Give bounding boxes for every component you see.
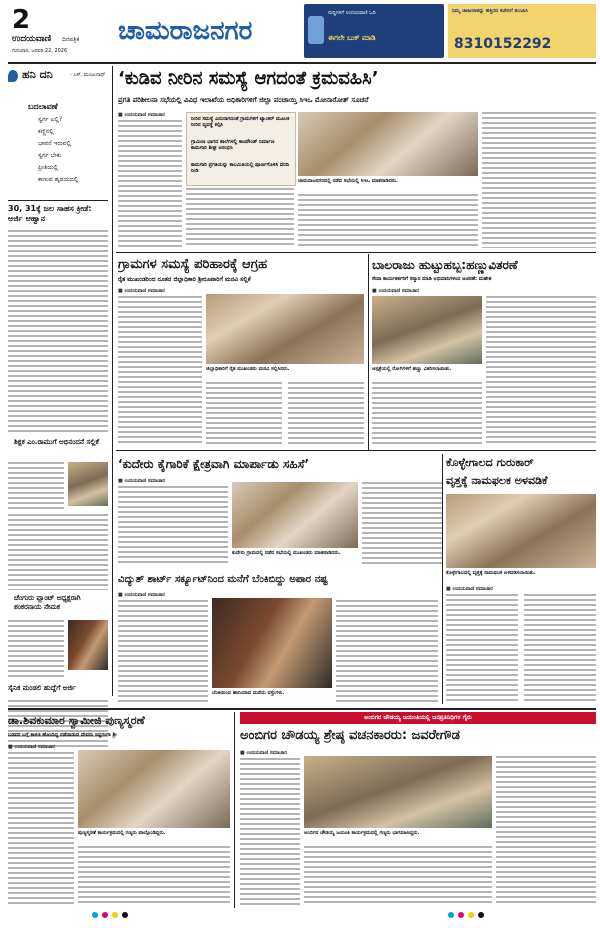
swamiji-subhead: ಬಡವರ ಬಗ್ಗೆ ಕಾಳಜಿ ಹೊಂದಿದ್ದ ನಡೆದಾಡುವ ದೇವರು ಸಿದ್ದಗಂಗಾ ಶ್ರೀ: [8, 732, 117, 738]
ambigar-body: [496, 756, 596, 906]
black-dot: [478, 912, 484, 918]
masthead: [0, 0, 600, 62]
column-rule: [368, 254, 369, 450]
swamiji-headline: ಡಾ.ಶಿವಕುಮಾರ ಸ್ವಾಮೀಜಿ ಪುಣ್ಯಸ್ಮರಣೆ: [8, 714, 145, 727]
balaraju-headline: ಬಾಲರಾಜು ಹುಟ್ಟುಹಬ್ಬ:ಹಣ್ಣುವಿತರಣೆ: [372, 258, 518, 272]
village-photo-caption: ಜಿಲ್ಲಾಧಿಕಾರಿಗೆ ರೈತ ಮುಖಂಡರು ಮನವಿ ಸಲ್ಲಿಸಿದರು.: [206, 366, 290, 372]
column-rule: [234, 712, 235, 908]
fire-photo: [212, 598, 332, 688]
balaraju-photo: [372, 296, 482, 364]
kuderu-body: [362, 482, 442, 566]
ad-banner-text: ಸುದ್ದಿಗಳಿಗೆ ಉದಯವಾಣಿ ಓದಿ: [328, 10, 376, 16]
yellow-dot: [468, 912, 474, 918]
ambigar-byline: ■ ಉದಯವಾಣಿ ಸಮಾಚಾರ: [240, 750, 287, 756]
ambigar-headline: ಅಂಬಿಗರ ಚೌಡಯ್ಯ ಶ್ರೇಷ್ಠ ವಚನಕಾರರು: ಜವರೇಗೌಡ: [240, 728, 460, 743]
ambigar-kicker-text: ಅಂಬಿಗರ ಚೌಡಯ್ಯ ಜಯಂತಿಯಲ್ಲಿ ಜನಪ್ರತಿನಿಧಿಗಳ ಗೈರು: [364, 714, 472, 721]
lead-headline: ‘ಕುಡಿವ ನೀರಿನ ಸಮಸ್ಯೆ ಆಗದಂತೆ ಕ್ರಮವಹಿಸಿ’: [118, 68, 379, 89]
ambigar-kicker: [240, 712, 596, 724]
poem-line: ಭಾವನೆ ಇರುವಲ್ಲಿ: [38, 140, 71, 147]
lead-body: [482, 112, 596, 248]
magenta-dot: [458, 912, 464, 918]
page-number: 2: [12, 6, 31, 34]
paper-name: ಉದಯವಾಣಿ: [12, 34, 52, 44]
swamiji-byline: ■ ಉದಯವಾಣಿ ಸಮಾಚಾರ: [8, 744, 55, 750]
poem-line: ಪ್ರೀತಿಯಲ್ಲಿ: [38, 164, 58, 171]
ambigar-photo-caption: ಅಂಬಿಗರ ಚೌಡಯ್ಯ ಜಯಂತಿ ಕಾರ್ಯಕ್ರಮದಲ್ಲಿ ಗಣ್ಯರು ಭಾಗವಹಿಸಿದ್ದರು.: [304, 830, 420, 836]
swamiji-body: [8, 752, 74, 906]
fire-headline: ವಿದ್ಯುತ್ ಶಾರ್ಟ್ ಸರ್ಕ್ಯೂಟ್‌ನಿಂದ ಮನೆಗೆ ಬೆಂಕಿಬಿದ್ದು ಅಪಾರ ನಷ್ಟ: [118, 574, 328, 585]
magenta-dot: [102, 912, 108, 918]
sidebar-divider: [8, 200, 108, 201]
kollegal-body: [524, 594, 596, 704]
lead-byline: ■ ಉದಯವಾಣಿ ಸಮಾಚಾರ: [118, 112, 165, 118]
lead-subhead: ಪ್ರಗತಿ ಪರಿಶೀಲನಾ ಸಭೆಯಲ್ಲಿ ವಿವಿಧ ಇಲಾಖೆಯ ಅಧಿಕಾರಿಗಳಿಗೆ ಜಿಲ್ಲಾ ಪಂಚಾಯ್ತಿ ಸಿಇಒ ಮೋನಾರೋತ್ ಸೂಚನೆ: [118, 96, 369, 104]
swamiji-body: [78, 846, 230, 906]
balaraju-photo-caption: ಆಸ್ಪತ್ರೆಯಲ್ಲಿ ರೋಗಿಗಳಿಗೆ ಹಣ್ಣು ವಿತರಿಸಲಾಯಿತು.: [372, 366, 452, 372]
village-body: [288, 382, 364, 446]
highlight-item: ಗ್ರಾಮೀಣ ಭಾಗದ ಶಾಲೆಗಳಲ್ಲಿ ಕಾಂಪೌಂಡ್ ನಿರ್ಮಾಣ ಕಾಮಗಾರಿ ಶೀಘ್ರ ಆರಂಭಿಸಿ: [191, 139, 275, 151]
ad-banner-contact[interactable]: [448, 4, 596, 58]
kollegal-photo: [446, 494, 596, 568]
sidebar-story-body: [8, 514, 108, 590]
fire-body: [118, 600, 208, 704]
lead-body: [186, 188, 294, 248]
lead-body: [118, 120, 182, 248]
sidebar-story-headline: ಸೈನಿಕ ಮಂಡಲಿ ಹುದ್ದೆಗೆ ಅರ್ಜಿ: [8, 684, 76, 692]
lead-photo-caption: ಚಾಮರಾಜನಗರದಲ್ಲಿ ನಡೆದ ಸಭೆಯಲ್ಲಿ ಸಿಇಒ ಮಾತನಾಡಿದರು.: [298, 178, 398, 184]
fire-photo-caption: ಬೆಂಕಿಯಿಂದ ಹಾನಿಯಾದ ಮನೆಯ ವಸ್ತುಗಳು.: [212, 690, 285, 696]
ad-banner-subscribe[interactable]: [304, 4, 444, 58]
column-rule: [442, 454, 443, 704]
kuderu-photo-caption: ಕುದೇರು ಗ್ರಾಮದಲ್ಲಿ ನಡೆದ ಸಭೆಯಲ್ಲಿ ಮುಖಂಡರು ಮಾತನಾಡಿದರು.: [232, 550, 341, 556]
sidebar-story-headline: ಶಿಕ್ಷಕ ಎಂ.ರಾಮುಗೆ ಅಭಿನಂದನೆ ಸಲ್ಲಿಕೆ: [14, 438, 99, 446]
sidebar-story-body: [8, 620, 64, 680]
fire-byline: ■ ಉದಯವಾಣಿ ಸಮಾಚಾರ: [118, 592, 165, 598]
teacher-photo: [68, 462, 108, 506]
kuderu-byline: ■ ಉದಯವಾಣಿ ಸಮಾಚಾರ: [118, 478, 165, 484]
dateline: ಗುರುವಾರ, ಜನವರಿ 22, 2026: [12, 48, 68, 54]
balaraju-body: [486, 296, 596, 446]
ad-banner-highlight: ಈಗಲೇ ಬುಕ್ ಮಾಡಿ: [328, 34, 376, 42]
kollegal-byline: ■ ಉದಯವಾಣಿ ಸಮಾಚಾರ: [446, 586, 493, 592]
print-registration-marks: [448, 912, 508, 920]
masthead-rule: [8, 62, 596, 64]
paper-tagline: ದಿನಪತ್ರಿಕೆ: [62, 36, 80, 43]
lead-body: [298, 194, 478, 248]
highlight-item: ನೀರಿನ ಸಮಸ್ಯೆ ಎದುರಾಗದಂತೆ ಗ್ರಾಮಗಳಿಗೆ ಟ್ಯಾಂಕರ್ ಮೂಲಕ ನೀರಿನ ವ್ಯವಸ್ಥೆ ಕಲ್ಪಿಸಿ: [191, 116, 290, 128]
phone-icon: [308, 16, 324, 44]
yellow-dot: [112, 912, 118, 918]
village-photo: [206, 294, 364, 364]
drop-icon: [8, 70, 18, 82]
kollegal-photo-caption: ಕೊಳ್ಳೇಗಾಲದಲ್ಲಿ ವೃತ್ತಕ್ಕೆ ನಾಮಫಲಕ ಅಳವಡಿಸಲಾಯಿತು.: [446, 570, 536, 576]
poem-line: ಕಣ್ಣಿನಲ್ಲಿ: [38, 128, 54, 135]
fire-body: [336, 600, 438, 704]
contact-ad-text: ನಿಮ್ಮ ಜಾಹೀರಾತನ್ನು ಹತ್ತಿರದ ಕಚೇರಿಗೆ ತಲುಪಿಸಿ: [452, 8, 528, 14]
portrait-photo: [68, 620, 108, 670]
print-registration-marks: [92, 912, 152, 920]
sidebar-story-body: [8, 230, 108, 434]
poem: [38, 116, 108, 196]
cyan-dot: [448, 912, 454, 918]
hani-dani-badge: [8, 68, 108, 84]
kuderu-photo: [232, 482, 358, 548]
ambigar-body: [240, 758, 300, 906]
village-body: [118, 296, 202, 446]
lead-highlights-box: [186, 112, 296, 186]
kuderu-body: [118, 486, 228, 566]
kollegal-headline: ಕೊಳ್ಳೇಗಾಲದ ಗುರುಕಾರ್: [446, 456, 534, 469]
black-dot: [122, 912, 128, 918]
section-rule: [8, 708, 596, 710]
village-headline: ಗ್ರಾಮಗಳ ಸಮಸ್ಯೆ ಪರಿಹಾರಕ್ಕೆ ಆಗ್ರಹ: [118, 257, 268, 272]
village-body: [206, 382, 282, 446]
sidebar-story-headline: ಚೆಂಗುರು ಪ್ಲಾಂಟ್ ಅಧ್ಯಕ್ಷರಾಗಿ ಶಂಕರನಾಯ ನೇಮಕ: [14, 594, 81, 611]
sidebar-story-headline: 30, 31ಕ್ಕೆ ಜಲ ಸಾಹಸ ಕ್ರೀಡೆ: ಅರ್ಜಿ ಆಹ್ವಾನ: [8, 204, 92, 223]
kollegal-subhead: ವೃತ್ತಕ್ಕೆ ನಾಮಫಲಕ ಅಳವಡಿಕೆ: [446, 474, 548, 487]
balaraju-subhead: ಸೇವಾ ಕಾರ್ಯಕರ್ತರಿಗೆ ಸನ್ಮಾನ ಮಾಡಿ ಅಭಿಮಾನಿಗಳಿಂದ ಆಚರಣೆ: ಮಹೇಶ: [372, 276, 492, 282]
poem-line: ಸ್ವರ್ಗ ಎಲ್ಲಿ?: [38, 116, 63, 123]
lead-photo: [298, 112, 478, 176]
section-rule: [116, 252, 596, 253]
ambigar-body: [304, 846, 492, 906]
swamiji-photo: [78, 750, 230, 828]
sidebar-column-rule: [112, 66, 113, 696]
poem-title: ಬದಲಾವಣೆ: [28, 102, 58, 111]
swamiji-photo-caption: ಪುಣ್ಯಸ್ಮರಣೆ ಕಾರ್ಯಕ್ರಮದಲ್ಲಿ ಗಣ್ಯರು ಪಾಲ್ಗೊಂಡಿದ್ದರು.: [78, 830, 166, 836]
column-author: - ಎಸ್. ಮಂಜುನಾಥ್: [70, 72, 106, 78]
kollegal-body: [446, 594, 518, 704]
balaraju-byline: ■ ಉದಯವಾಣಿ ಸಮಾಚಾರ: [372, 288, 419, 294]
ambigar-photo: [304, 756, 492, 828]
poem-line: ಕಾಣುವ ಹೃದಯದಲ್ಲಿ: [38, 176, 79, 183]
kuderu-headline: ‘ಕುದೇರು ಕೈಗಾರಿಕೆ ಕ್ಷೇತ್ರವಾಗಿ ಮಾರ್ಪಾಡು ಸಹಿಸೆ’: [118, 457, 310, 471]
village-byline: ■ ಉದಯವಾಣಿ ಸಮಾಚಾರ: [118, 288, 165, 294]
village-subhead: ರೈತ ಮುಖಂಡರಿಂದ ನೂತನ ಜಿಲ್ಲಾಧಿಕಾರಿ ಶ್ರೀರೂಪಾರಿಗೆ ಮನವಿ ಸಲ್ಲಿಕೆ: [118, 276, 251, 283]
contact-ad-phone: 8310152292: [454, 36, 552, 52]
sidebar-story-body: [8, 462, 64, 510]
balaraju-body: [372, 382, 482, 446]
edition-title: ಚಾಮರಾಜನಗರ: [118, 16, 253, 46]
section-rule: [116, 450, 596, 451]
highlight-item: ಕಾಮಗಾರಿ ಪ್ರಗತಿಯನ್ನು ಕಾಲಮಿತಿಯಲ್ಲಿ ಪೂರ್ಣಗೊಳಿಸಿ ವರದಿ ನೀಡಿ: [191, 162, 289, 174]
cyan-dot: [92, 912, 98, 918]
column-title: ಹನಿ ದನಿ: [22, 68, 53, 81]
poem-line: ಸ್ವರ್ಗ ಬೇಕು: [38, 152, 62, 159]
